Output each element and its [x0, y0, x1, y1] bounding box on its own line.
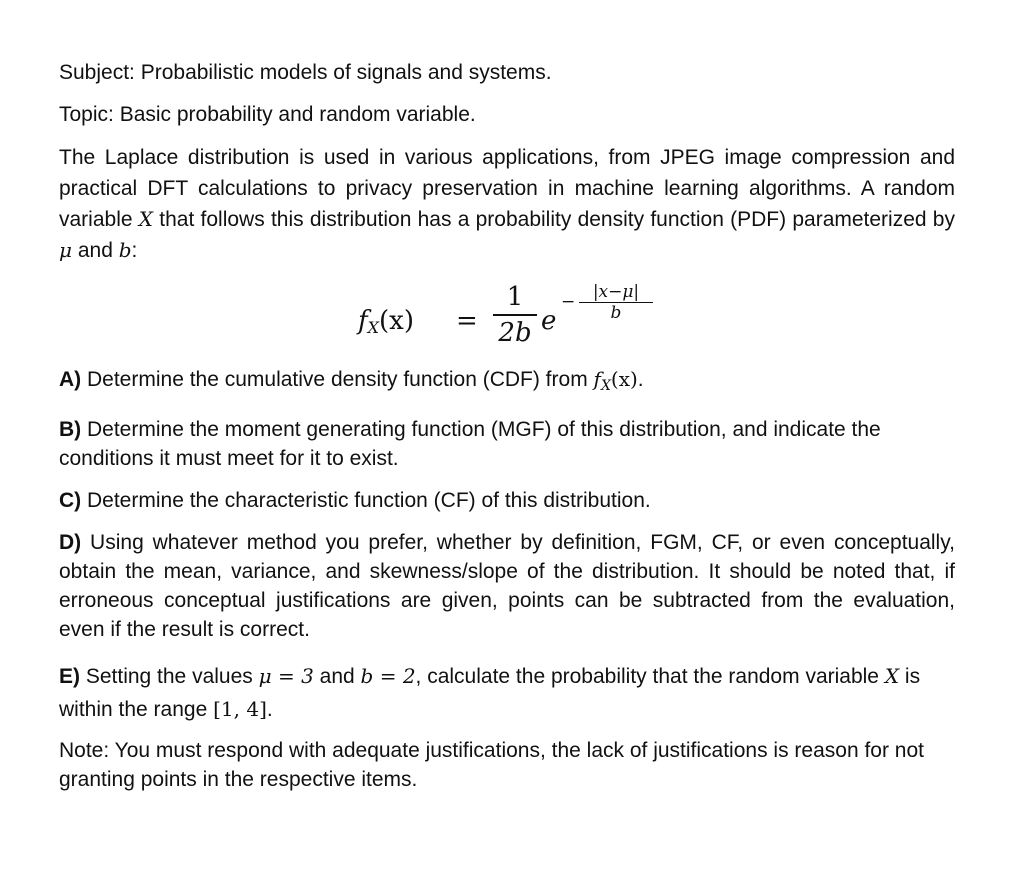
item-a-label: A): [59, 368, 82, 391]
item-a-sub: X: [600, 378, 611, 394]
topic-line: Topic: Basic probability and random variable.: [59, 103, 476, 126]
item-e-text-1: Setting the values: [80, 665, 259, 688]
item-e-mu: μ = 3: [258, 664, 314, 688]
item-c-text: Determine the characteristic function (CF) of this distribution.: [81, 489, 651, 512]
formula-exponent-denominator: b: [610, 303, 622, 323]
item-d: [59, 528, 955, 644]
item-e-text-3: is within the range: [59, 665, 921, 721]
item-a: [59, 365, 955, 401]
intro-text-1: The Laplace distribution is used in various applications, from JPEG image compression and practical DFT calculations to privacy preservation in machine learning algorithms. A random variable: [59, 146, 955, 231]
item-e-label: E): [59, 665, 80, 688]
formula-exponent-fraction: [579, 282, 653, 323]
item-e-and: and: [313, 665, 361, 688]
item-a-text: Determine the cumulative density function (CDF) from: [81, 368, 594, 391]
intro-b: b: [118, 238, 132, 262]
subject-line: Subject: Probabilistic models of signals and systems.: [59, 61, 552, 84]
item-b-label: B): [59, 418, 82, 441]
item-e-end: .: [266, 698, 273, 721]
formula-fraction-bar: [493, 314, 537, 316]
intro-and: and: [72, 239, 119, 262]
pdf-formula: [59, 282, 955, 364]
intro-colon: :: [131, 239, 138, 262]
item-e: [59, 660, 955, 726]
item-a-f: f: [593, 367, 601, 391]
item-b: [59, 415, 955, 473]
formula-fraction: [493, 282, 537, 348]
item-e-b: b = 2: [360, 664, 416, 688]
item-e-text-2: , calculate the probability that the random variable: [415, 665, 885, 688]
item-a-arg: (x): [610, 367, 638, 391]
intro-var-x: X: [138, 207, 154, 231]
formula-lhs: $f_X(x)$: [358, 306, 414, 337]
intro-paragraph: [59, 142, 955, 266]
item-c: [59, 486, 955, 515]
item-c-label: C): [59, 489, 82, 512]
formula-fraction-denominator: 2b: [498, 318, 532, 348]
item-d-label: D): [59, 531, 82, 554]
item-a-end: .: [637, 368, 644, 391]
item-b-text: Determine the moment generating function (MGF) of this distribution, and indicate the conditions it must meet for it to exist.: [59, 418, 881, 470]
item-e-range: [1, 4]: [213, 697, 267, 721]
formula-fraction-numerator: 1: [506, 282, 524, 312]
formula-equals: =: [456, 306, 478, 336]
item-e-x: X: [884, 664, 900, 688]
item-d-text: Using whatever method you prefer, whether by definition, FGM, CF, or even conceptually, obtain the mean, variance, and skewness/slope of the distribution. It should be noted that, if erroneous conceptual justifications are given, points can be subtracted from the evaluation, even if the result is correct.: [59, 531, 955, 641]
intro-text-2: that follows this distribution has a probability density function (PDF) parameterized by: [153, 208, 955, 231]
document-body: [59, 58, 955, 794]
formula-exponent-minus: −: [561, 292, 576, 312]
formula-exponent-numerator: |x−μ|: [592, 282, 640, 302]
intro-mu: μ: [59, 238, 72, 262]
note-paragraph: Note: You must respond with adequate justifications, the lack of justifications is reason for not granting points in the respective items.: [59, 739, 924, 791]
formula-exp-base: e: [541, 306, 557, 336]
